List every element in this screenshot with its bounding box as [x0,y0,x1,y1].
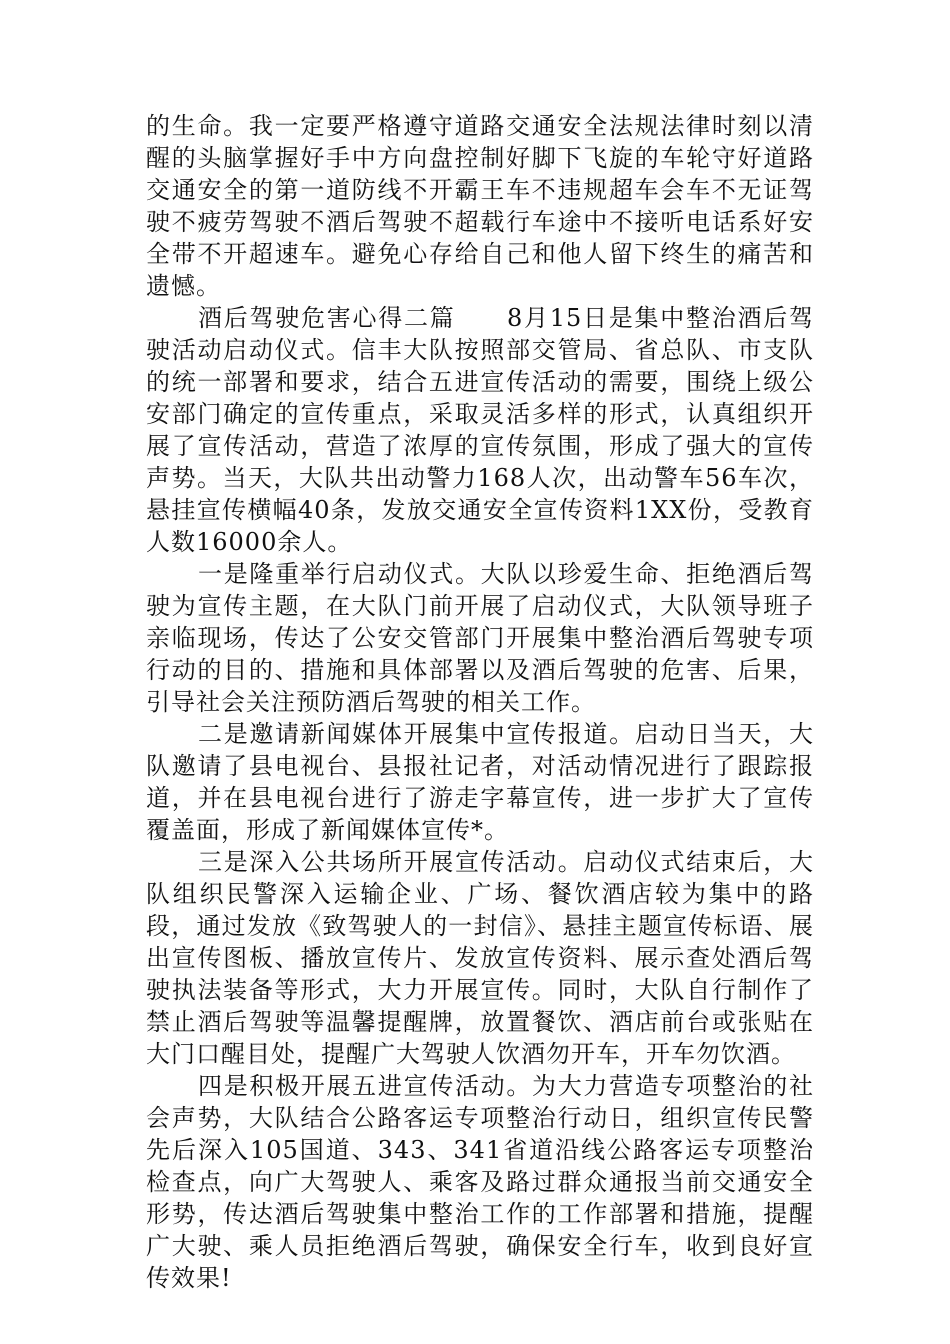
paragraph-point-two: 二是邀请新闻媒体开展集中宣传报道。启动日当天，大队邀请了县电视台、县报社记者，对活动情况进行了跟踪报道，并在县电视台进行了游走字幕宣传，进一步扩大了宣传覆盖面，形成了新闻媒体宣传*。 [146,720,814,844]
paragraph-point-four: 四是积极开展五进宣传活动。为大力营造专项整治的社会声势，大队结合公路客运专项整治行动日，组织宣传民警先后深入105国道、343、341省道沿线公路客运专项整治检查点，向广大驾驶人、乘客及路过群众通报当前交通安全形势，传达酒后驾驶集中整治工作的工作部署和措施，提醒广大驶、乘人员拒绝酒后驾驶，确保安全行车，收到良好宣传效果! [146,1072,814,1292]
document-body [146,110,814,1294]
paragraph-section-two-intro: 酒后驾驶危害心得二篇 8月15日是集中整治酒后驾驶活动启动仪式。信丰大队按照部交管局、省总队、市支队的统一部署和要求，结合五进宣传活动的需要，围绕上级公安部门确定的宣传重点，采取灵活多样的形式，认真组织开展了宣传活动，营造了浓厚的宣传氛围，形成了强大的宣传声势。当天，大队共出动警力168人次，出动警车56车次，悬挂宣传横幅40条，发放交通安全宣传资料1XX份，受教育人数16000余人。 [146,304,814,556]
paragraph-continuation: 的生命。我一定要严格遵守道路交通安全法规法律时刻以清醒的头脑掌握好手中方向盘控制好脚下飞旋的车轮守好道路交通安全的第一道防线不开霸王车不违规超车会车不无证驾驶不疲劳驾驶不酒后驾驶不超载行车途中不接听电话系好安全带不开超速车。避免心存给自己和他人留下终生的痛苦和遗憾。 [146,112,814,300]
paragraph-point-one: 一是隆重举行启动仪式。大队以珍爱生命、拒绝酒后驾驶为宣传主题，在大队门前开展了启动仪式，大队领导班子亲临现场，传达了公安交管部门开展集中整治酒后驾驶专项行动的目的、措施和具体部署以及酒后驾驶的危害、后果，引导社会关注预防酒后驾驶的相关工作。 [146,560,814,716]
paragraph-point-three: 三是深入公共场所开展宣传活动。启动仪式结束后，大队组织民警深入运输企业、广场、餐饮酒店较为集中的路段，通过发放《致驾驶人的一封信》、悬挂主题宣传标语、展出宣传图板、播放宣传片、发放宣传资料、展示查处酒后驾驶执法装备等形式，大力开展宣传。同时，大队自行制作了禁止酒后驾驶等温馨提醒牌，放置餐饮、酒店前台或张贴在大门口醒目处，提醒广大驾驶人饮酒勿开车，开车勿饮酒。 [146,848,814,1068]
